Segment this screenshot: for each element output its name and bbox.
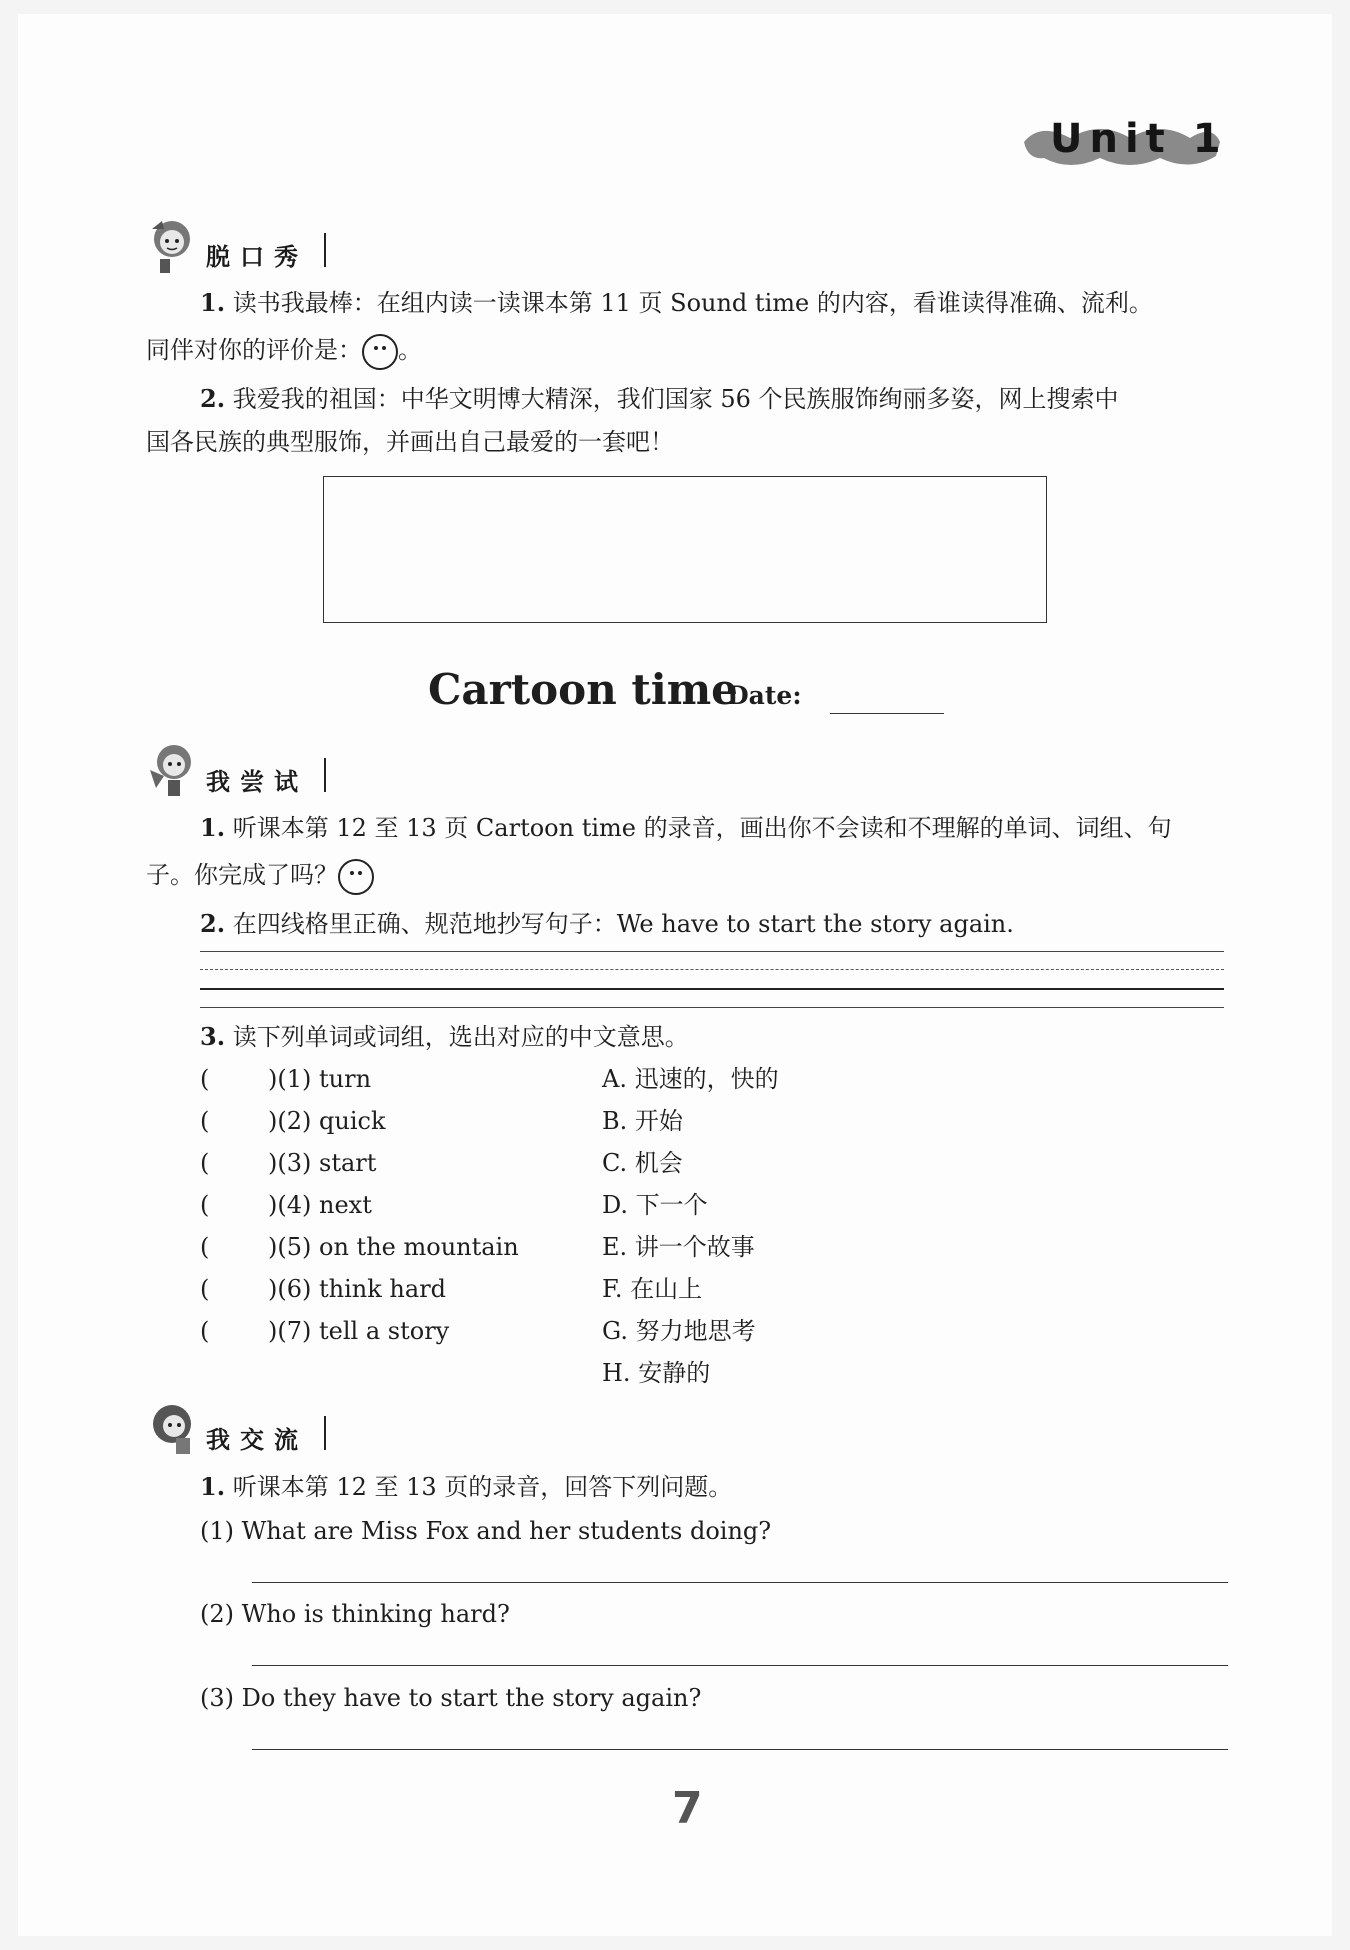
section-divider xyxy=(324,233,326,267)
answer-line-3[interactable] xyxy=(252,1749,1228,1750)
talk-item-1-line2: 同伴对你的评价是： 。 xyxy=(146,328,1236,372)
section-header-try xyxy=(146,740,346,806)
cartoon-time-title: Cartoon time xyxy=(428,665,738,714)
date-input-line[interactable] xyxy=(830,713,944,714)
word-row: ( )(3) start xyxy=(200,1142,620,1184)
answer-bracket[interactable]: ( xyxy=(200,1275,210,1303)
writing-line-1[interactable] xyxy=(200,951,1224,952)
talk-item-2-text: 我爱我的祖国：中华文明博大精深，我们国家 56 个民族服饰绚丽多姿，网上搜索中 xyxy=(232,385,1119,413)
section-divider xyxy=(324,758,326,792)
word-list xyxy=(200,1058,620,1352)
section-header-talk-show xyxy=(146,215,346,281)
answer-bracket[interactable]: ( xyxy=(200,1149,210,1177)
section-title-communicate: 我交流 xyxy=(206,1426,308,1454)
try-item-2: 2. 在四线格里正确、规范地抄写句子：We have to start the story again. xyxy=(200,909,1014,938)
option-list xyxy=(602,1058,1022,1394)
option-row: D. 下一个 xyxy=(602,1191,708,1219)
try-item-3-text: 读下列单词或词组，选出对应的中文意思。 xyxy=(232,1023,689,1051)
word-row: ( )(2) quick xyxy=(200,1100,620,1142)
section-title-talk-show: 脱口秀 xyxy=(206,243,308,271)
answer-bracket[interactable]: ( xyxy=(200,1065,210,1093)
girl-mascot-icon xyxy=(146,740,202,802)
communicate-item-1-text: 听课本第 12 至 13 页的录音，回答下列问题。 xyxy=(232,1473,733,1501)
answer-line-2[interactable] xyxy=(252,1665,1228,1666)
talk-item-1: 1. 读书我最棒：在组内读一读课本第 11 页 Sound time 的内容，看谁读得准确、流利。 xyxy=(200,288,1153,317)
word-row: ( )(7) tell a story xyxy=(200,1310,620,1352)
answer-line-1[interactable] xyxy=(252,1582,1228,1583)
writing-line-3[interactable] xyxy=(200,988,1224,990)
talk-item-2-line2: 国各民族的典型服饰，并画出自己最爱的一套吧！ xyxy=(146,428,674,456)
option-row: H. 安静的 xyxy=(602,1359,711,1387)
option-row: E. 讲一个故事 xyxy=(602,1233,755,1261)
date-label: Date: xyxy=(727,681,802,710)
answer-bracket[interactable]: ( xyxy=(200,1107,210,1135)
page-number: 7 xyxy=(672,1783,703,1834)
smiley-icon xyxy=(362,334,398,370)
section-divider xyxy=(324,1416,326,1450)
question-3: (3) Do they have to start the story again? xyxy=(200,1684,702,1712)
try-item-1: 1. 听课本第 12 至 13 页 Cartoon time 的录音，画出你不会读和不理解的单词、词组、句 xyxy=(200,813,1172,842)
smiley-icon xyxy=(338,859,374,895)
try-item-1-text: 听课本第 12 至 13 页 Cartoon time 的录音，画出你不会读和不理解的单词、词组、句 xyxy=(232,814,1172,842)
answer-bracket[interactable]: ( xyxy=(200,1233,210,1261)
option-row: G. 努力地思考 xyxy=(602,1317,756,1345)
talk-item-2: 2. 我爱我的祖国：中华文明博大精深，我们国家 56 个民族服饰绚丽多姿，网上搜索中 xyxy=(200,384,1119,413)
try-item-3: 3. 读下列单词或词组，选出对应的中文意思。 xyxy=(200,1022,689,1051)
answer-bracket[interactable]: ( xyxy=(200,1317,210,1345)
option-row: A. 迅速的，快的 xyxy=(602,1065,779,1093)
question-1: (1) What are Miss Fox and her students doing? xyxy=(200,1517,772,1545)
girl-mascot-icon xyxy=(146,215,202,277)
word-row: ( )(4) next xyxy=(200,1184,620,1226)
answer-bracket[interactable]: ( xyxy=(200,1191,210,1219)
try-item-2-text: 在四线格里正确、规范地抄写句子：We have to start the story again. xyxy=(232,910,1014,938)
word-row: ( )(5) on the mountain xyxy=(200,1226,620,1268)
question-2: (2) Who is thinking hard? xyxy=(200,1600,510,1628)
communicate-item-1: 1. 听课本第 12 至 13 页的录音，回答下列问题。 xyxy=(200,1472,733,1501)
drawing-box[interactable] xyxy=(323,476,1047,623)
section-title-try: 我尝试 xyxy=(206,768,308,796)
writing-line-4[interactable] xyxy=(200,1007,1224,1008)
unit-title: Unit 1 xyxy=(1050,116,1228,162)
boy-mascot-icon xyxy=(146,1398,202,1460)
talk-item-1-text: 读书我最棒：在组内读一读课本第 11 页 Sound time 的内容，看谁读得准确、流利。 xyxy=(232,289,1153,317)
word-row: ( )(1) turn xyxy=(200,1058,620,1100)
option-row: B. 开始 xyxy=(602,1107,683,1135)
writing-line-2[interactable] xyxy=(200,969,1224,970)
option-row: C. 机会 xyxy=(602,1149,683,1177)
section-header-communicate xyxy=(146,1398,346,1464)
try-item-1-line2: 子。你完成了吗？ xyxy=(146,853,1236,897)
option-row: F. 在山上 xyxy=(602,1275,703,1303)
word-row: ( )(6) think hard xyxy=(200,1268,620,1310)
